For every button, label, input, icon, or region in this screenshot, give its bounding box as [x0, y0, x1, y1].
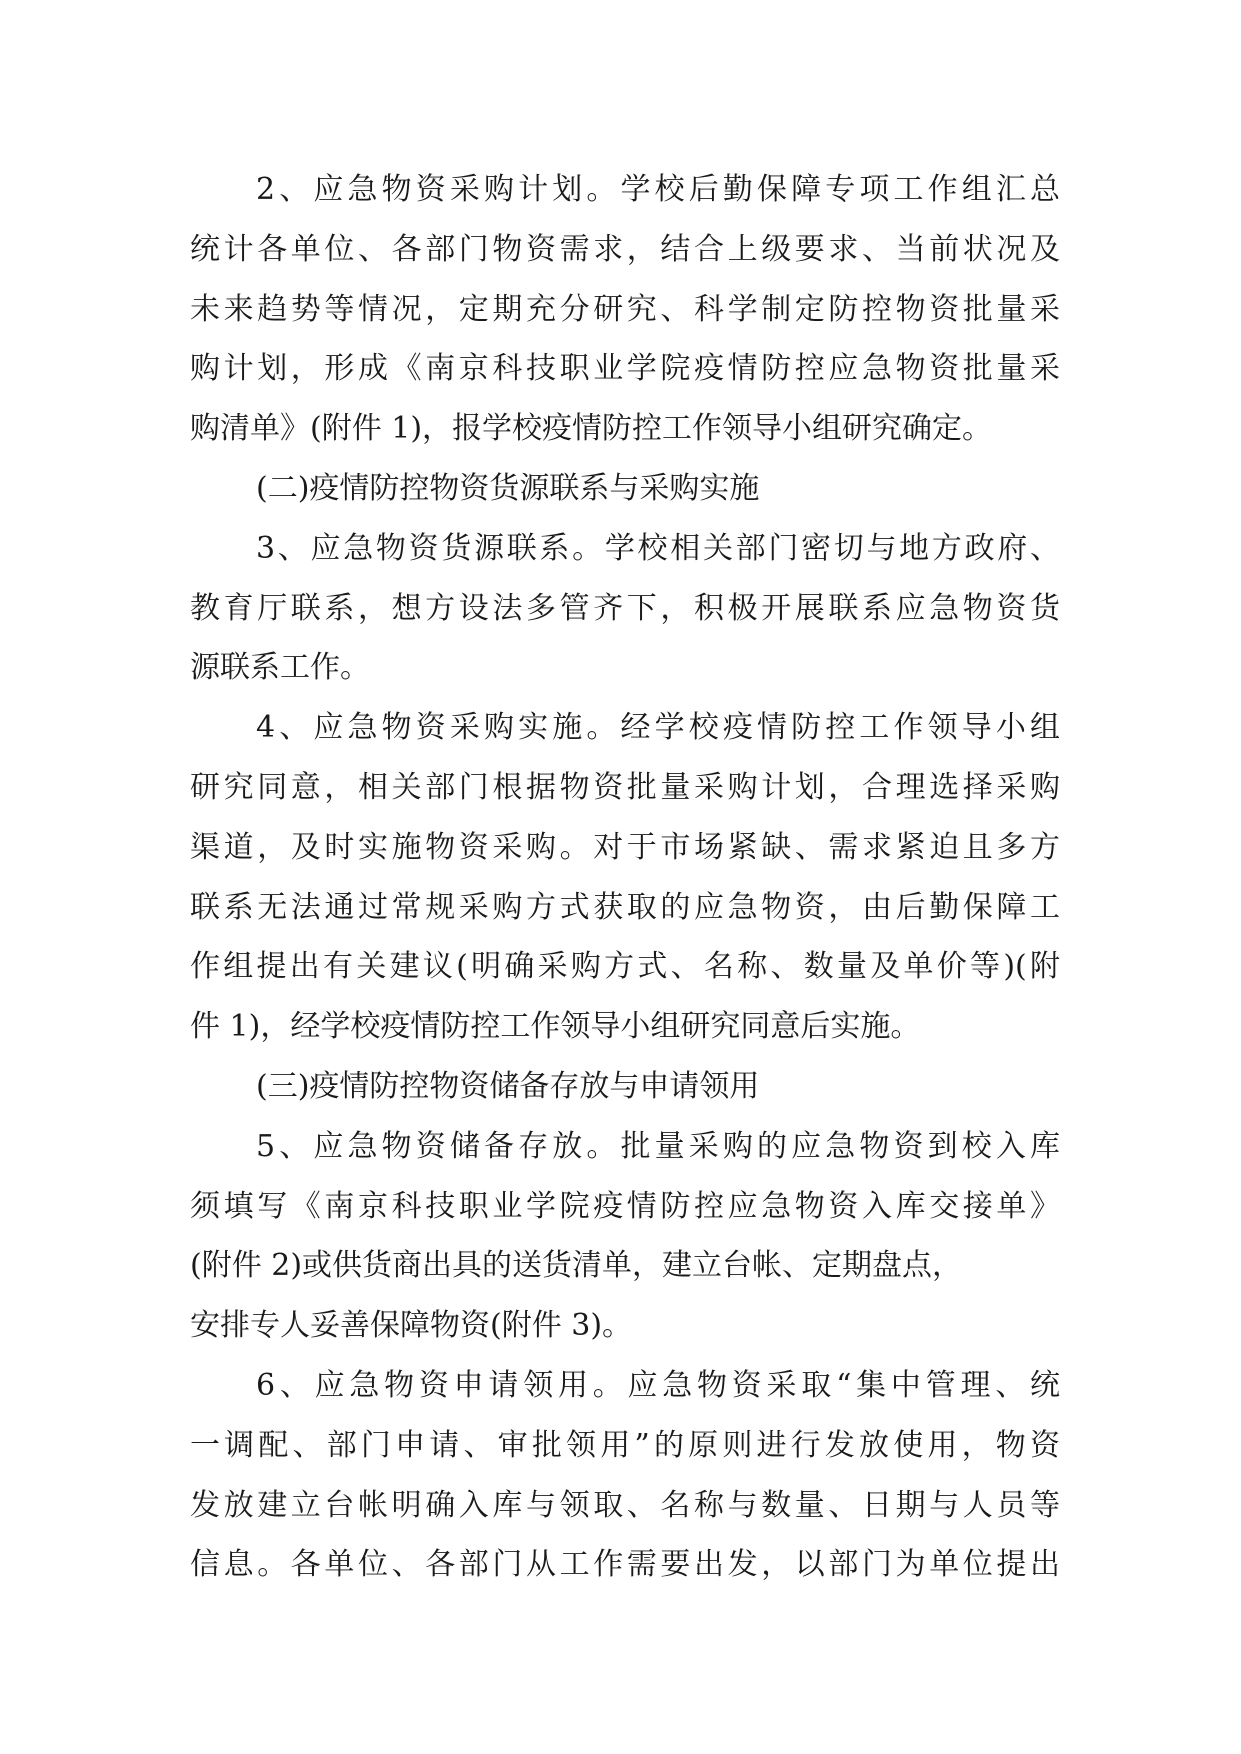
text-line: 研究同意，相关部门根据物资批量采购计划，合理选择采购: [190, 769, 1060, 805]
text-line: 源联系工作。: [190, 650, 370, 686]
text-line: 渠道，及时实施物资采购。对于市场紧缺、需求紧迫且多方: [190, 829, 1060, 865]
text-line: 须填写《南京科技职业学院疫情防控应急物资入库交接单》: [190, 1188, 1060, 1224]
section-heading-two: [190, 459, 1060, 519]
paragraph-requisition: [190, 1356, 1060, 1595]
text-line: 作组提出有关建议(明确采购方式、名称、数量及单价等)(附: [190, 949, 1060, 985]
text-line: 联系无法通过常规采购方式获取的应急物资，由后勤保障工: [190, 889, 1060, 925]
section-heading-three: [190, 1057, 1060, 1117]
text-line: 3、应急物资货源联系。学校相关部门密切与地方政府、: [256, 530, 1060, 566]
text-line: 统计各单位、各部门物资需求，结合上级要求、当前状况及: [190, 231, 1060, 267]
text-line: 安排专人妥善保障物资(附件 3)。: [190, 1308, 633, 1344]
text-line: 2、应急物资采购计划。学校后勤保障专项工作组汇总: [256, 172, 1060, 207]
text-line: 信息。各单位、各部门从工作需要出发，以部门为单位提出: [190, 1547, 1060, 1583]
paragraph-procurement-plan: [190, 160, 1060, 459]
text-line: 5、应急物资储备存放。批量采购的应急物资到校入库: [256, 1128, 1060, 1164]
text-line: 一调配、部门申请、审批领用”的原则进行发放使用，物资: [190, 1427, 1060, 1463]
document-body: [190, 160, 1060, 1595]
text-line: 购清单》(附件 1)，报学校疫情防控工作领导小组研究确定。: [190, 411, 993, 447]
text-line: 4、应急物资采购实施。经学校疫情防控工作领导小组: [256, 710, 1060, 746]
heading-line: (二)疫情防控物资货源联系与采购实施: [256, 470, 760, 506]
text-line: 6、应急物资申请领用。应急物资采取“集中管理、统: [256, 1367, 1060, 1403]
text-line: 发放建立台帐明确入库与领取、名称与数量、日期与人员等: [190, 1487, 1060, 1523]
paragraph-storage: [190, 1117, 1060, 1356]
paragraph-supply-contact: [190, 519, 1060, 698]
text-line: 购计划，形成《南京科技职业学院疫情防控应急物资批量采: [190, 351, 1060, 387]
heading-line: (三)疫情防控物资储备存放与申请领用: [256, 1068, 760, 1104]
text-line: (附件 2)或供货商出具的送货清单，建立台帐、定期盘点，: [190, 1248, 963, 1284]
text-line: 未来趋势等情况，定期充分研究、科学制定防控物资批量采: [190, 291, 1060, 327]
text-line: 教育厅联系，想方设法多管齐下，积极开展联系应急物资货: [190, 590, 1060, 626]
text-line: 件 1)，经学校疫情防控工作领导小组研究同意后实施。: [190, 1009, 921, 1045]
paragraph-procurement-implementation: [190, 698, 1060, 1057]
